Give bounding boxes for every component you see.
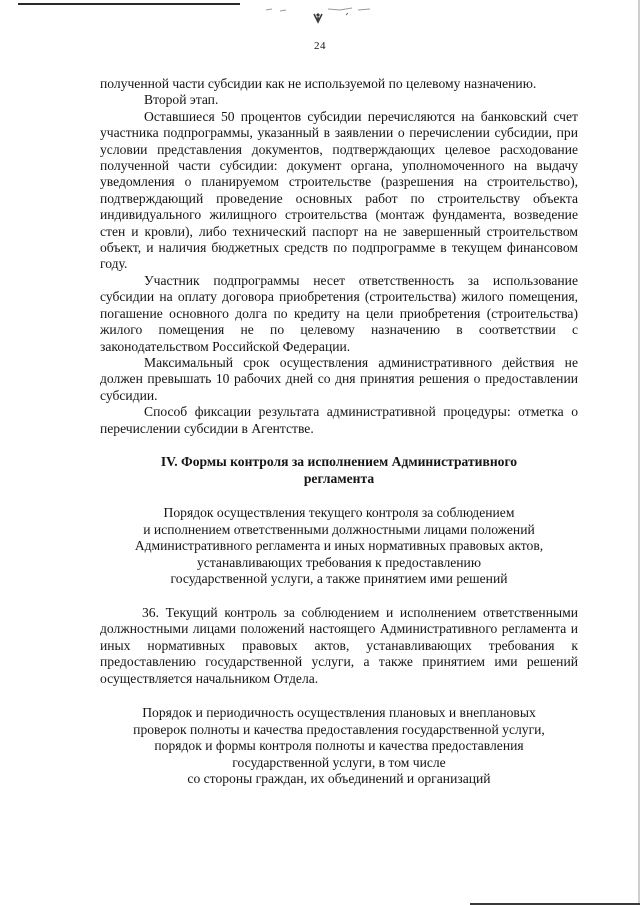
section-title-line: IV. Формы контроля за исполнением Административного [160, 453, 518, 469]
scan-artifact-mark [258, 4, 388, 24]
subheading-line: Порядок и периодичность осуществления плановых и внеплановых [142, 704, 536, 720]
paragraph: Максимальный срок осуществления административного действия не должен превышать 10 рабочих дней со дня принятия решения о предоставлении субсидии. [100, 354, 578, 403]
subheading-line: устанавливающих требования к предоставлению [197, 554, 481, 570]
subheading-line: со стороны граждан, их объединений и организаций [187, 771, 491, 787]
subheading-line: порядок и формы контроля полноты и качества предоставления [154, 738, 524, 754]
paragraph: Второй этап. [144, 92, 219, 108]
subheading-line: Порядок осуществления текущего контроля за соблюдением [163, 504, 515, 520]
paragraph: полученной части субсидии как не используемой по целевому назначению. [100, 76, 537, 91]
subheading-line: проверок полноты и качества предоставления государственной услуги, [133, 721, 545, 737]
subheading-line: и исполнением ответственными должностными лицами положений [143, 521, 535, 537]
paragraph: Оставшиеся 50 процентов субсидии перечисляются на банковский счет участника подпрограммы, указанный в заявлении о перечислении субсидии, при условии представления документов, подтверждающих целевое расходование полученной части субсидии: документ органа, уполномоченного на выдачу уведомления о планируемом строительстве (разрешения на строительство), подтверждающий проведение основных работ по строительству объекта индивидуального жилищного строительства (монтаж фундамента, возведение стен и кровли), либо технический паспорт на не завершенный строительством объект, и наличия бюджетных средств по подпрограмме в текущем финансовом году. [100, 108, 578, 272]
paragraph: Участник подпрограммы несет ответственность за использование субсидии на оплату договора приобретения (строительства) жилого помещения, погашение основного долга по кредиту на цели приобретения (строительства) жилого помещения не по целевому назначению в соответствии с законодательством Российской Федерации. [100, 272, 578, 354]
subheading-inspections [100, 705, 578, 788]
paragraph-item-36: 36. Текущий контроль за соблюдением и исполнением ответственными должностными лицами положений настоящего Административного регламента и иных нормативных правовых актов, устанавливающих требования к предоставлению государственной услуги, а также принятием ими решений осуществляется начальником Отдела. [100, 604, 578, 686]
paragraph: Способ фиксации результата административной процедуры: отметка о перечислении субсидии в Агентстве. [100, 404, 578, 436]
section-title-line: регламента [303, 470, 375, 486]
subheading-line: государственной услуги, в том числе [232, 754, 446, 770]
page-number: 24 [314, 40, 326, 52]
subheading-line: Административного регламента и иных нормативных правовых актов, [134, 538, 544, 554]
section-title [100, 453, 578, 487]
subheading-line: государственной услуги, а также принятием ими решений [170, 571, 508, 587]
document-body [100, 76, 578, 788]
subheading-current-control [100, 505, 578, 588]
scan-artifact-line [18, 3, 240, 5]
spacer [100, 588, 578, 605]
